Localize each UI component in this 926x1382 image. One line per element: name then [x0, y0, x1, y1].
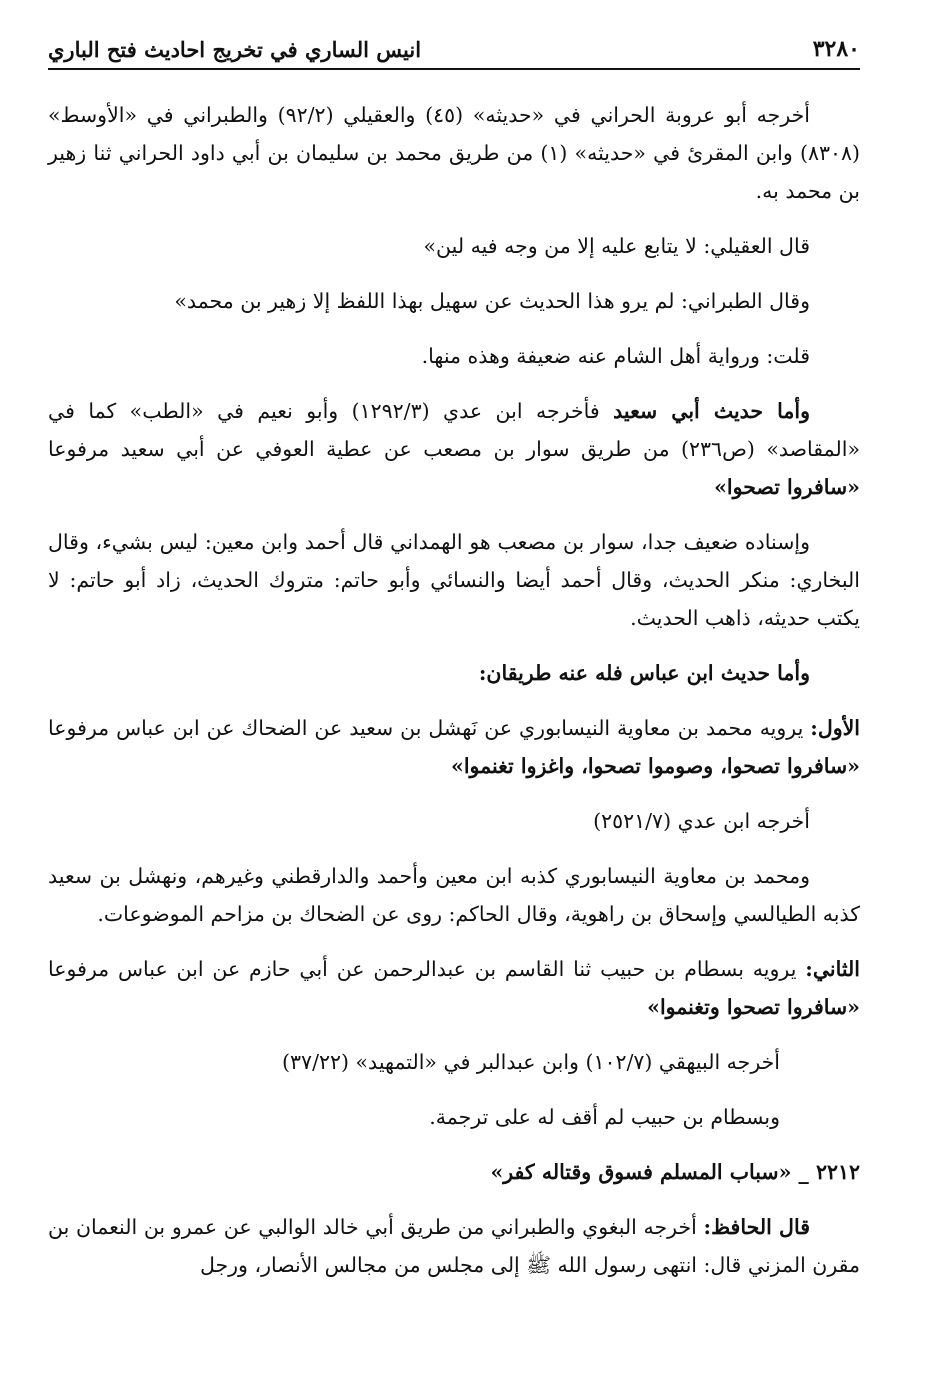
- paragraph-13: وبسطام بن حبيب لم أقف له على ترجمة.: [429, 1105, 780, 1129]
- paragraph-8: الأول: يرويه محمد بن معاوية النيسابوري عن نَهشل بن سعيد عن الضحاك عن ابن عباس مرفوعا «سافروا تصحوا، وصوموا تصحوا، واغزوا تغنموا»: [48, 716, 860, 778]
- paragraph-3: وقال الطبراني: لم يرو هذا الحديث عن سهيل بهذا اللفظ إلا زهير بن محمد»: [174, 289, 810, 313]
- hadith-quote: «سافروا تصحوا»: [714, 475, 860, 499]
- paragraph-lead: وأما حديث أبي سعيد: [613, 399, 810, 423]
- paragraph-1: أخرجه أبو عروبة الحراني في «حديثه» (٤٥) والعقيلي (٩٢/٢) والطبراني في «الأوسط» (٨٣٠٨) وابن المقرئ في «حديثه» (١) من طريق محمد بن سليمان بن أبي داود الحراني ثنا زهير بن محمد به.: [48, 103, 860, 203]
- paragraph-12: أخرجه البيهقي (١٠٢/٧) وابن عبدالبر في «التمهيد» (٣٧/٢٢): [282, 1050, 780, 1074]
- paragraph-9: أخرجه ابن عدي (٢٥٢١/٧): [593, 809, 810, 833]
- hadith-quote: «سافروا تصحوا، وصوموا تصحوا، واغزوا تغنموا»: [451, 754, 860, 778]
- page-number: ٣٢٨٠: [812, 36, 860, 62]
- paragraph-7: [48, 654, 860, 692]
- paragraph-5: وأما حديث أبي سعيد فأخرجه ابن عدي (١٢٩٢/٣) وأبو نعيم في «الطب» كما في «المقاصد» (ص٢٣٦) من طريق سوار بن مصعب عن عطية العوفي عن أبي سعيد مرفوعا «سافروا تصحوا»: [48, 399, 860, 499]
- hadith-heading: ٢٢١٢ _ «سباب المسلم فسوق وقتاله كفر»: [490, 1160, 860, 1184]
- hadith-quote: «سافروا تصحوا وتغنموا»: [647, 995, 860, 1019]
- section-heading: وأما حديث ابن عباس فله عنه طريقان:: [478, 661, 810, 685]
- paragraph-lead: الأول:: [810, 716, 860, 740]
- paragraph-lead: الثاني:: [805, 957, 860, 981]
- page-body: [48, 96, 860, 1301]
- paragraph-11: الثاني: يرويه بسطام بن حبيب ثنا القاسم بن عبدالرحمن عن أبي حازم عن ابن عباس مرفوعا «سافروا تصحوا وتغنموا»: [48, 957, 860, 1019]
- paragraph-15: قال الحافظ: أخرجه البغوي والطبراني من طريق أبي خالد الوالبي عن عمرو بن النعمان بن مقرن المزني قال: انتهى رسول الله ﷺ إلى مجلس من مجالس الأنصار، ورجل: [48, 1215, 860, 1277]
- paragraph-2: قال العقيلي: لا يتابع عليه إلا من وجه فيه لين»: [423, 234, 810, 258]
- paragraph-14: [48, 1153, 860, 1191]
- running-title: انيس الساري في تخريج احاديث فتح الباري: [48, 37, 422, 62]
- paragraph-10: ومحمد بن معاوية النيسابوري كذبه ابن معين وأحمد والدارقطني وغيرهم، ونهشل بن سعيد كذبه الطيالسي وإسحاق بن راهوية، وقال الحاكم: روى عن الضحاك بن مزاحم الموضوعات.: [48, 864, 860, 926]
- running-header: [48, 28, 860, 70]
- paragraph-6: وإسناده ضعيف جدا، سوار بن مصعب هو الهمداني قال أحمد وابن معين: ليس بشيء، وقال البخاري: منكر الحديث، وقال أحمد أيضا والنسائي وأبو حاتم: متروك الحديث، زاد أبو حاتم: لا يكتب حديثه، ذاهب الحديث.: [48, 530, 860, 630]
- paragraph-lead: قال الحافظ:: [703, 1215, 810, 1239]
- paragraph-4: قلت: ورواية أهل الشام عنه ضعيفة وهذه منها.: [421, 344, 810, 368]
